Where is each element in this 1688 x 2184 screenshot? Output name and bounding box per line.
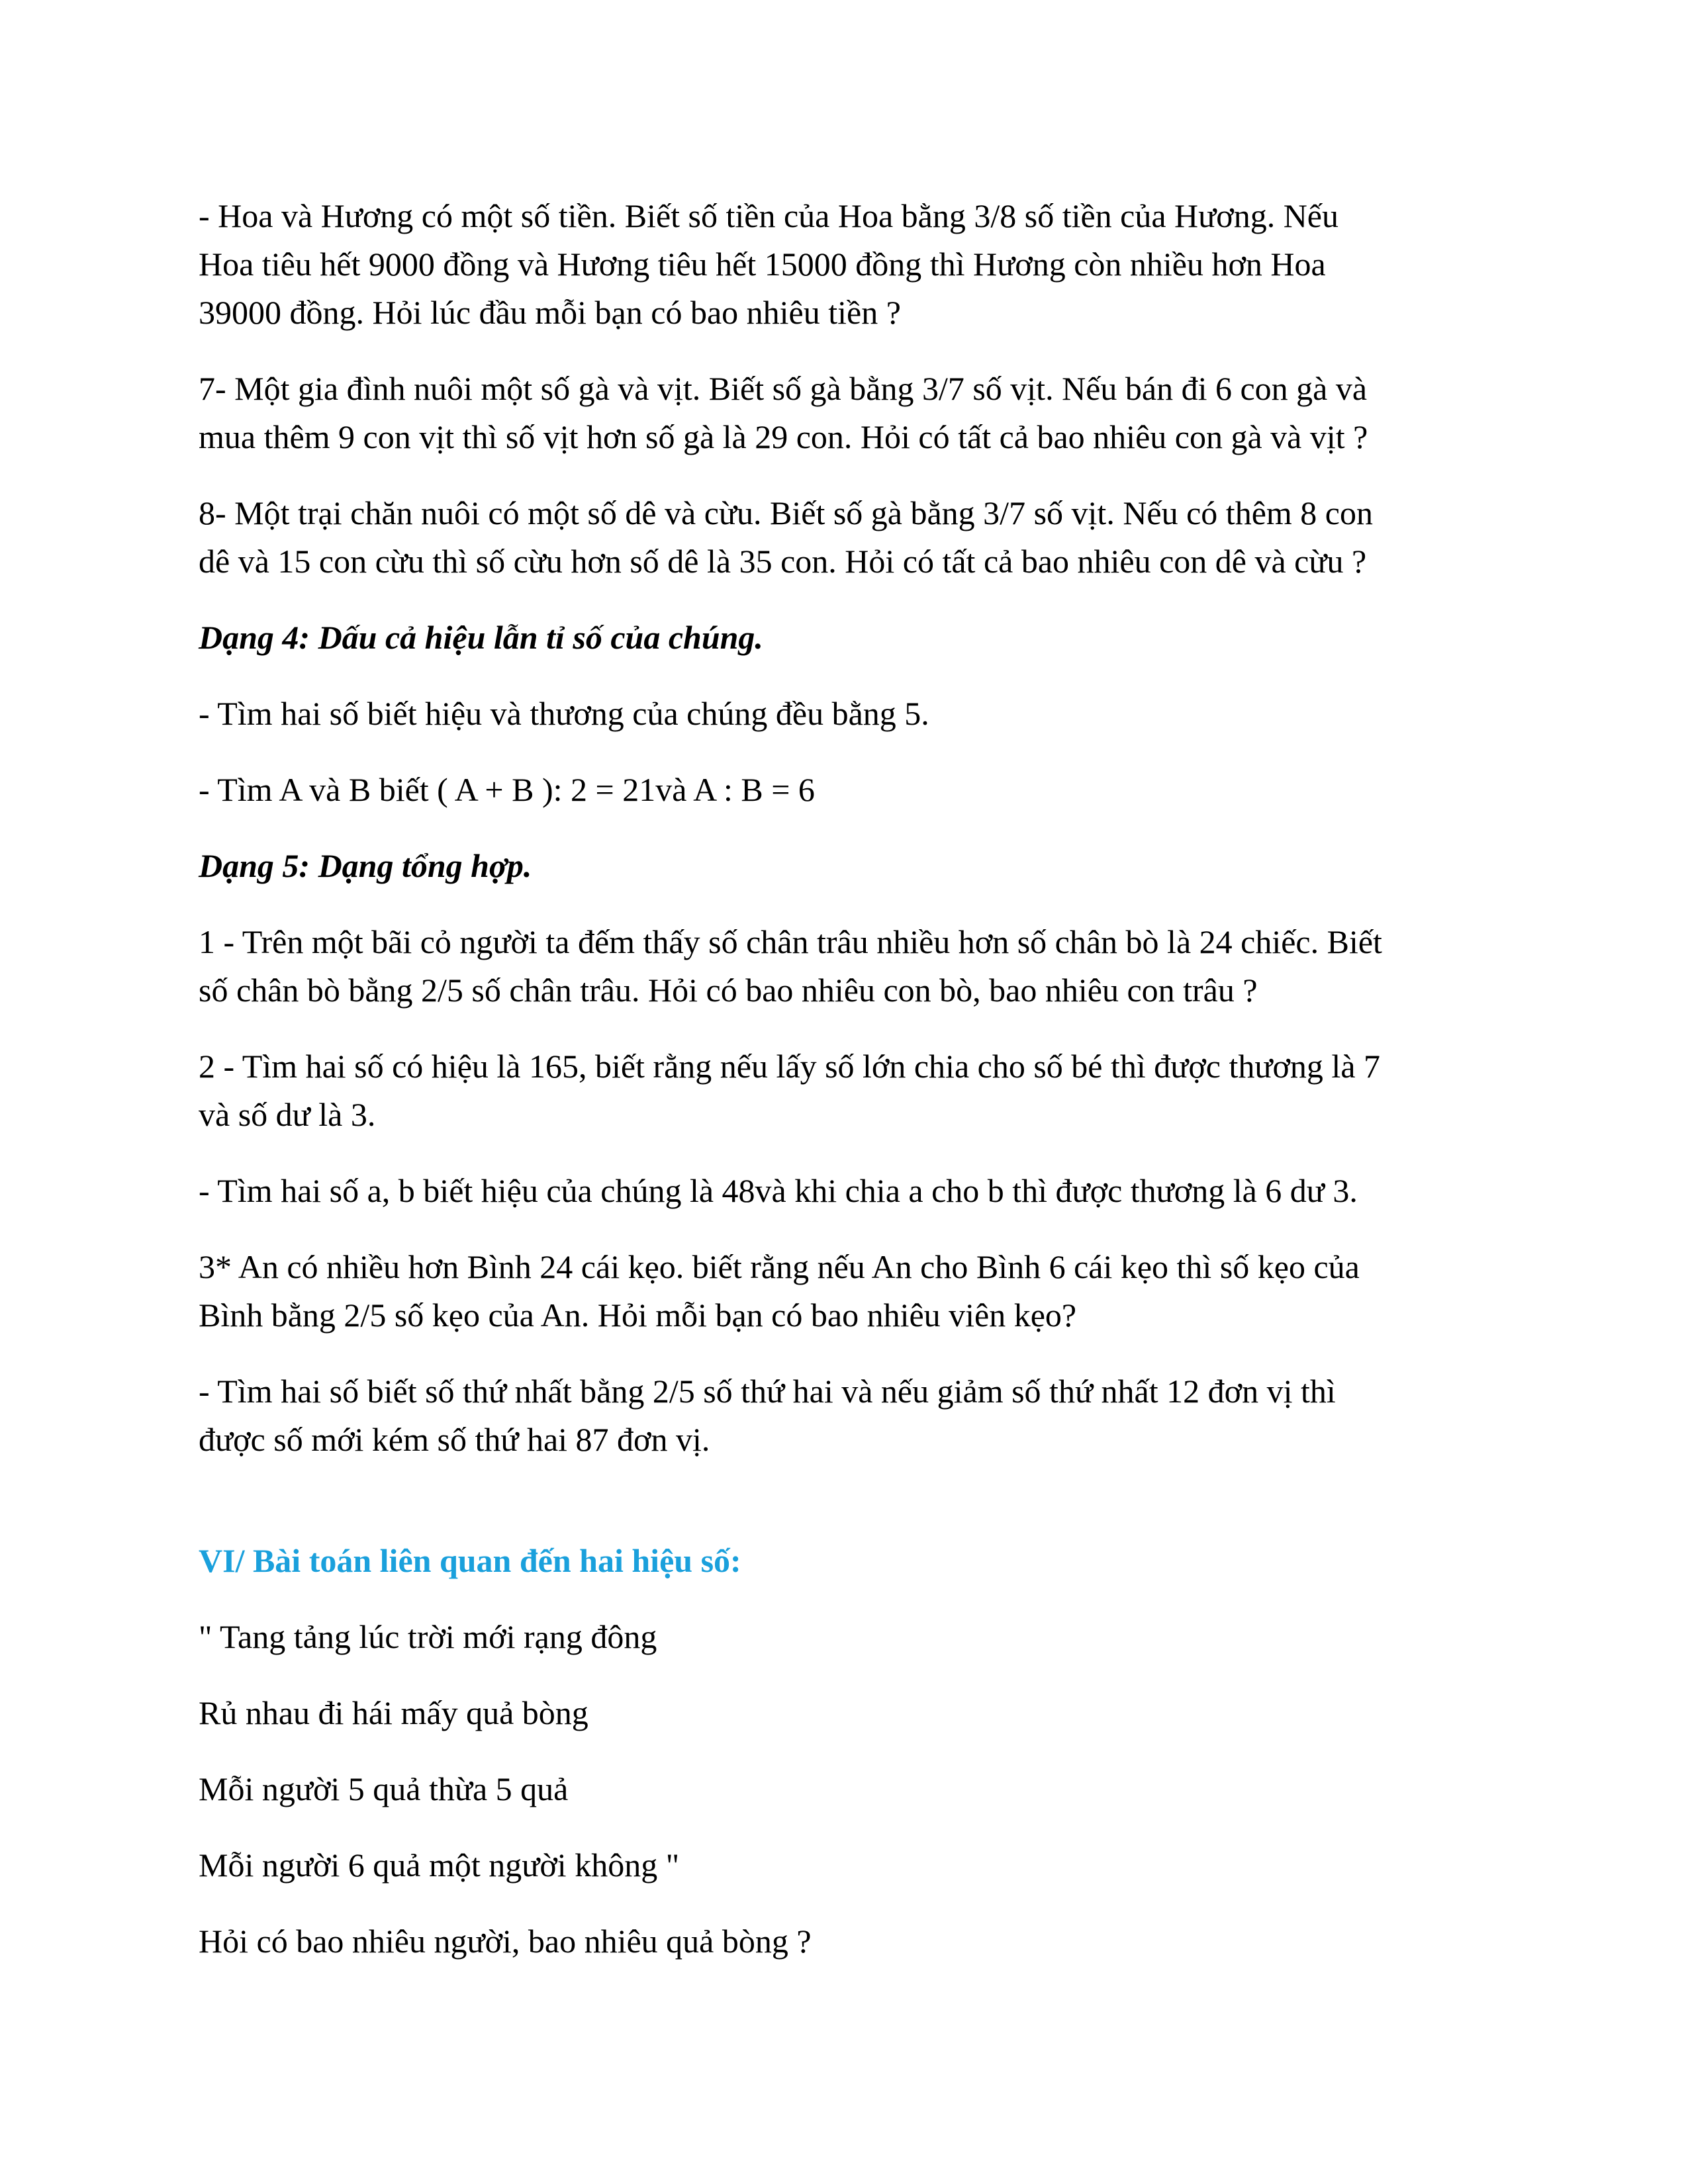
text-line: - Hoa và Hương có một số tiền. Biết số tiền của Hoa bằng 3/8 số tiền của Hương. Nếu	[199, 197, 1338, 234]
problem-7	[199, 365, 1496, 461]
section-heading-vi: VI/ Bài toán liên quan đến hai hiệu số:	[199, 1542, 741, 1579]
heading-dang-4: Dạng 4: Dấu cả hiệu lẫn tỉ số của chúng.	[199, 619, 763, 656]
poem-line-2: Rủ nhau đi hái mấy quả bòng	[199, 1694, 588, 1731]
text-line: dê và 15 con cừu thì số cừu hơn số dê là 35 con. Hỏi có tất cả bao nhiêu con dê và cừu ?	[199, 543, 1367, 580]
poem-question: Hỏi có bao nhiêu người, bao nhiêu quả bòng ?	[199, 1923, 812, 1960]
text-line: mua thêm 9 con vịt thì số vịt hơn số gà là 29 con. Hỏi có tất cả bao nhiêu con gà và vịt ?	[199, 418, 1368, 455]
text-line: 8- Một trại chăn nuôi có một số dê và cừu. Biết số gà bằng 3/7 số vịt. Nếu có thêm 8 con	[199, 494, 1373, 531]
heading-dang-5: Dạng 5: Dạng tổng hợp.	[199, 847, 532, 884]
problem-a-b: - Tìm A và B biết ( A + B ): 2 = 21và A : B = 6	[199, 771, 815, 808]
text-line: 2 - Tìm hai số có hiệu là 165, biết rằng nếu lấy số lớn chia cho số bé thì được thương là 7	[199, 1048, 1381, 1085]
text-line: Hoa tiêu hết 9000 đồng và Hương tiêu hết 15000 đồng thì Hương còn nhiều hơn Hoa	[199, 246, 1326, 283]
text-line: 7- Một gia đình nuôi một số gà và vịt. Biết số gà bằng 3/7 số vịt. Nếu bán đi 6 con gà và	[199, 370, 1368, 407]
problem-1-trau-bo	[199, 918, 1496, 1015]
poem-line-3: Mỗi người 5 quả thừa 5 quả	[199, 1770, 569, 1807]
text-line: Bình bằng 2/5 số kẹo của An. Hỏi mỗi bạn có bao nhiêu viên kẹo?	[199, 1297, 1077, 1334]
problem-2-hieu-165	[199, 1042, 1496, 1139]
text-line: số chân bò bằng 2/5 số chân trâu. Hỏi có bao nhiêu con bò, bao nhiêu con trâu ?	[199, 972, 1258, 1009]
problem-hieu-thuong: - Tìm hai số biết hiệu và thương của chúng đều bằng 5.	[199, 695, 929, 732]
problem-3-an-binh	[199, 1243, 1496, 1340]
problem-a-b-48: - Tìm hai số a, b biết hiệu của chúng là 48và khi chia a cho b thì được thương là 6 dư 3.	[199, 1172, 1358, 1209]
text-line: 1 - Trên một bãi cỏ người ta đếm thấy số chân trâu nhiều hơn số chân bò là 24 chiếc. Biết	[199, 923, 1382, 960]
poem-line-1: " Tang tảng lúc trời mới rạng đông	[199, 1618, 657, 1655]
text-line: 3* An có nhiều hơn Bình 24 cái kẹo. biết rằng nếu An cho Bình 6 cái kẹo thì số kẹo của	[199, 1248, 1360, 1285]
problem-so-thu-nhat	[199, 1367, 1496, 1464]
poem-line-4: Mỗi người 6 quả một người không "	[199, 1846, 680, 1884]
text-line: - Tìm hai số biết số thứ nhất bằng 2/5 số thứ hai và nếu giảm số thứ nhất 12 đơn vị thì	[199, 1373, 1336, 1410]
document-content	[199, 192, 1496, 1993]
text-line: được số mới kém số thứ hai 87 đơn vị.	[199, 1421, 710, 1458]
problem-hoa-huong	[199, 192, 1496, 337]
problem-8	[199, 489, 1496, 586]
text-line: và số dư là 3.	[199, 1096, 376, 1133]
text-line: 39000 đồng. Hỏi lúc đầu mỗi bạn có bao nhiêu tiền ?	[199, 294, 901, 331]
